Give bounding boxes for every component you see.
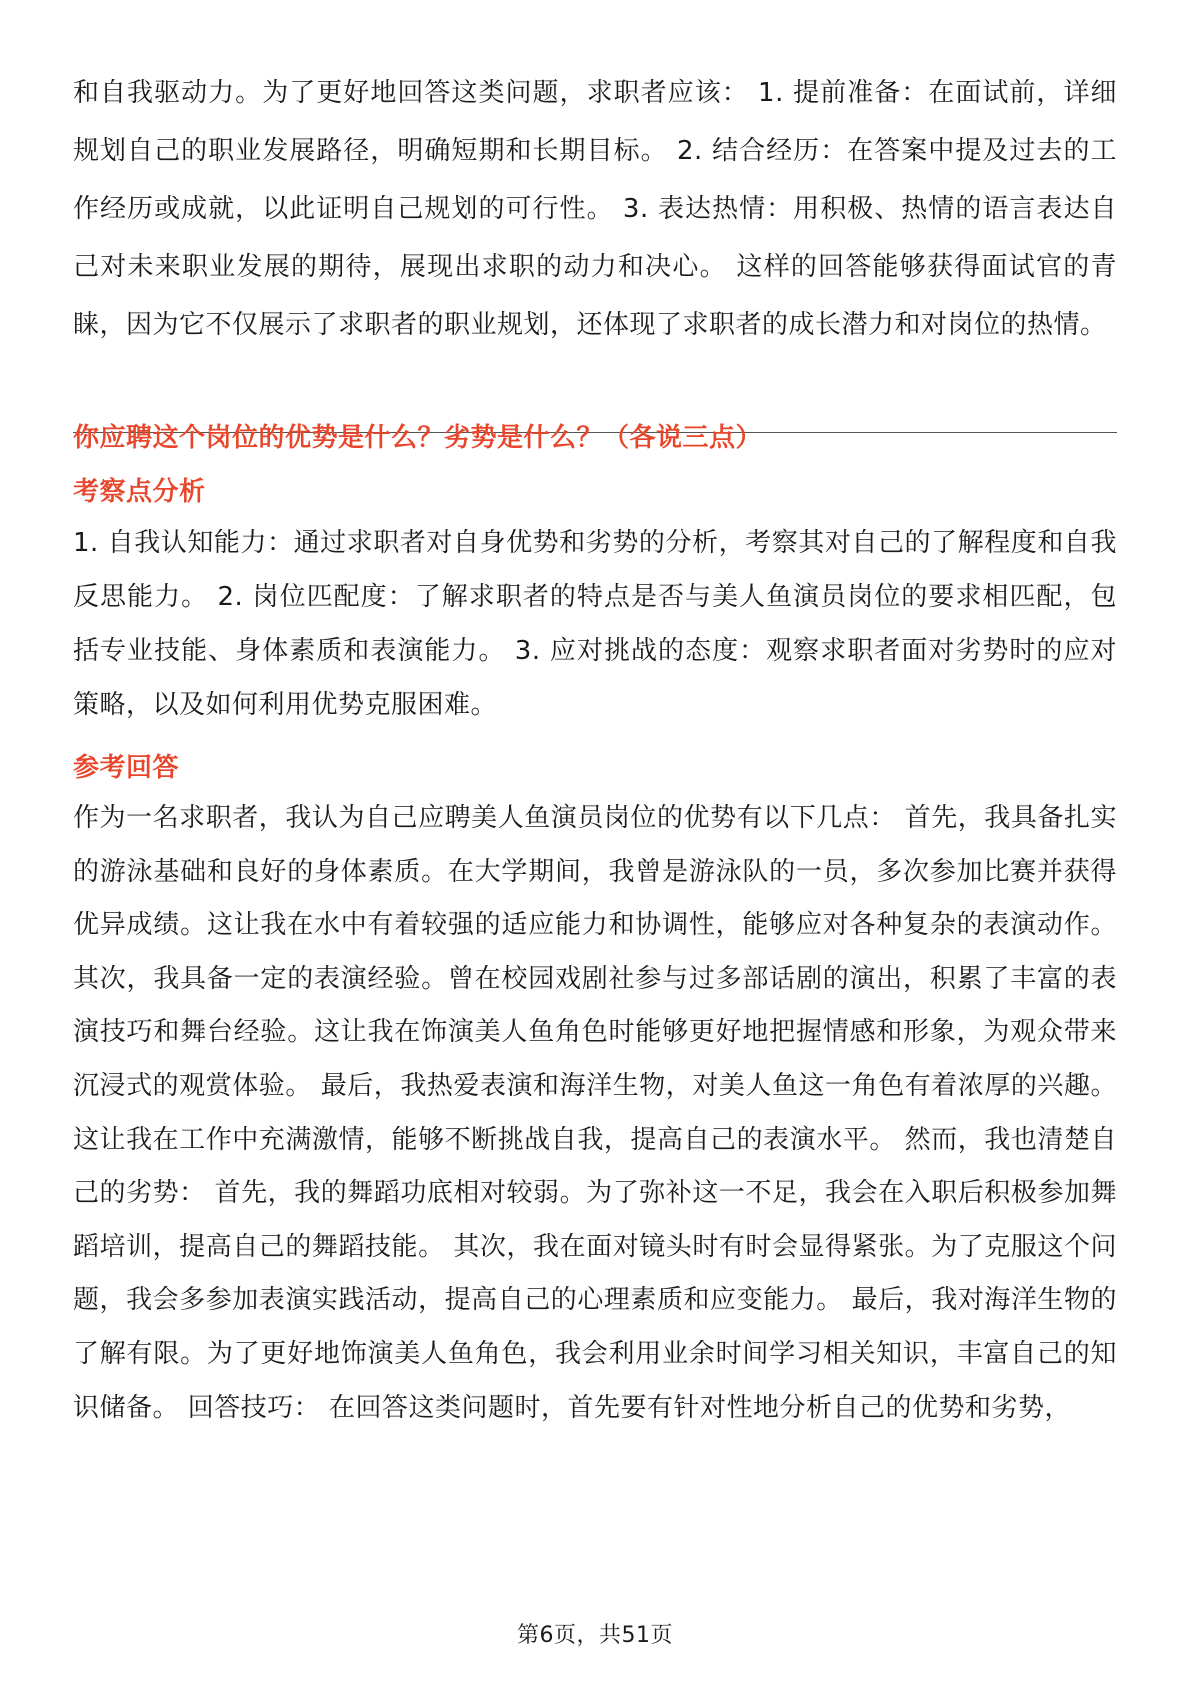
intro-section [73,64,1117,354]
question-section [73,410,1117,1435]
analysis-heading: 考察点分析 [73,477,206,507]
question-title: 你应聘这个岗位的优势是什么？劣势是什么？（各说三点） [73,423,763,453]
analysis-text: 1. 自我认知能力：通过求职者对自身优势和劣势的分析，考察其对自己的了解程度和自我反思能力。 2. 岗位匹配度：了解求职者的特点是否与美人鱼演员岗位的要求相匹配，包括专业技能、身体素质和表演能力。 3. 应对挑战的态度：观察求职者面对劣势时的应对策略，以及如何利用优势克服困难。 [73,528,1117,720]
page-number: 第6页，共51页 [517,1623,673,1648]
answer-heading: 参考回答 [73,753,180,783]
answer-text: 作为一名求职者，我认为自己应聘美人鱼演员岗位的优势有以下几点： 首先，我具备扎实的游泳基础和良好的身体素质。在大学期间，我曾是游泳队的一员，多次参加比赛并获得优异成绩。这让我在水中有着较强的适应能力和协调性，能够应对各种复杂的表演动作。 其次，我具备一定的表演经验。曾在校园戏剧社参与过多部话剧的演出，积累了丰富的表演技巧和舞台经验。这让我在饰演美人鱼角色时能够更好地把握情感和形象，为观众带来沉浸式的观赏体验。 最后，我热爱表演和海洋生物，对美人鱼这一角色有着浓厚的兴趣。这让我在工作中充满激情，能够不断挑战自我，提高自己的表演水平。 然而，我也清楚自己的劣势： 首先，我的舞蹈功底相对较弱。为了弥补这一不足，我会在入职后积极参加舞蹈培训，提高自己的舞蹈技能。 其次，我在面对镜头时有时会显得紧张。为了克服这个问题，我会多参加表演实践活动，提高自己的心理素质和应变能力。 最后，我对海洋生物的了解有限。为了更好地饰演美人鱼角色，我会利用业余时间学习相关知识，丰富自己的知识储备。 回答技巧： 在回答这类问题时，首先要有针对性地分析自己的优势和劣势， [73,803,1117,1423]
intro-paragraph: 和自我驱动力。为了更好地回答这类问题，求职者应该： 1. 提前准备：在面试前，详细规划自己的职业发展路径，明确短期和长期目标。 2. 结合经历：在答案中提及过去的工作经历或成就，以此证明自己规划的可行性。 3. 表达热情：用积极、热情的语言表达自己对未来职业发展的期待，展现出求职的动力和决心。 这样的回答能够获得面试官的青睐，因为它不仅展示了求职者的职业规划，还体现了求职者的成长潜力和对岗位的热情。 [73,78,1117,340]
